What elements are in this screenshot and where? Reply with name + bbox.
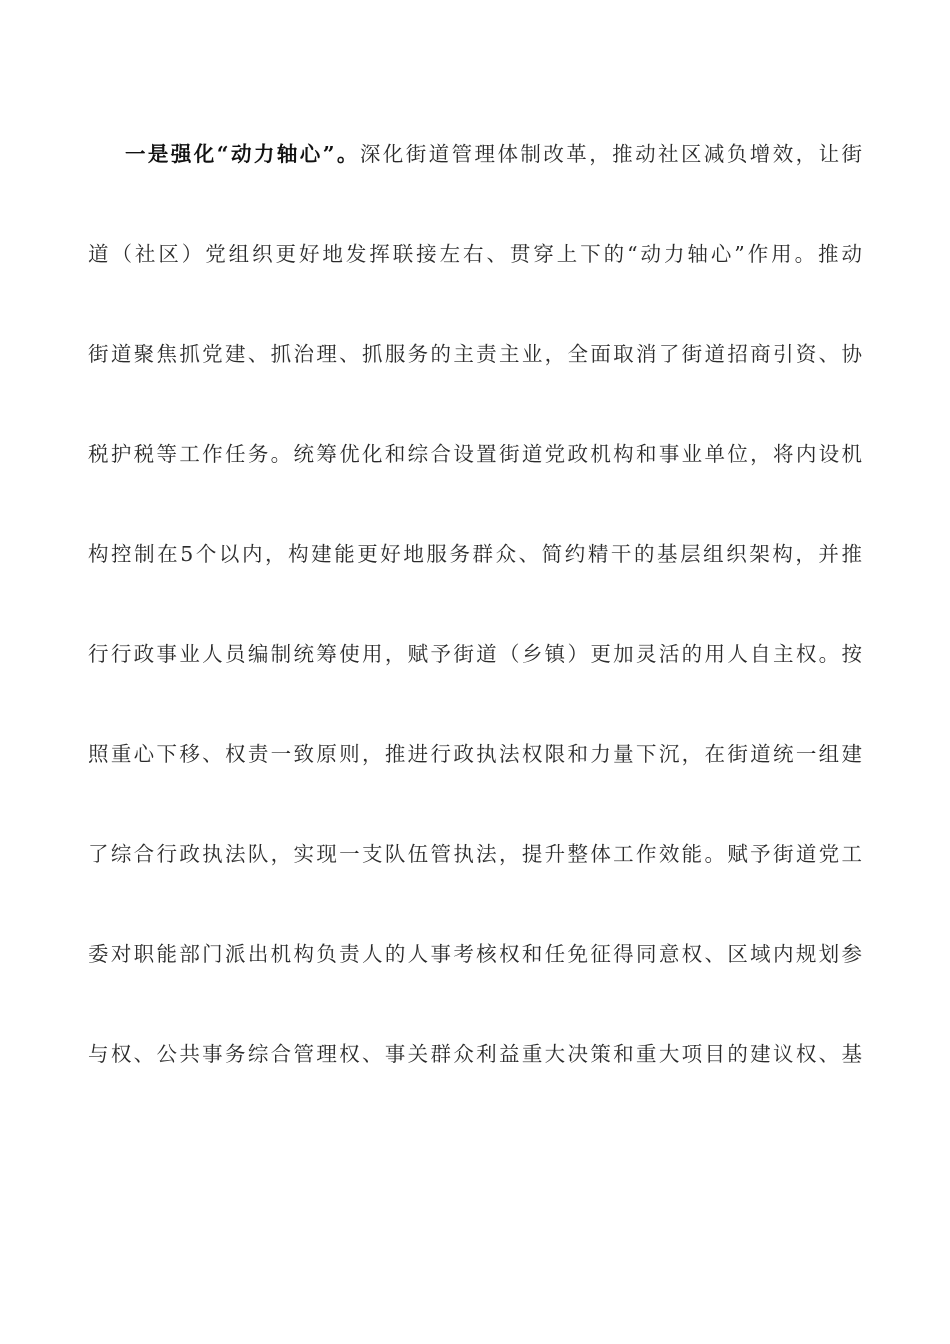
paragraph-line-5: 构控制在5个以内，构建能更好地服务群众、简约精干的基层组织架构，并推 bbox=[88, 542, 862, 566]
paragraph-line-7: 照重心下移、权责一致原则，推进行政执法权限和力量下沉，在街道统一组建 bbox=[88, 742, 862, 766]
paragraph-line-9: 委对职能部门派出机构负责人的人事考核权和任免征得同意权、区域内规划参 bbox=[88, 942, 862, 966]
paragraph-line-3: 街道聚焦抓党建、抓治理、抓服务的主责主业，全面取消了街道招商引资、协 bbox=[88, 342, 862, 366]
paragraph-line-6: 行行政事业人员编制统筹使用，赋予街道（乡镇）更加灵活的用人自主权。按 bbox=[88, 642, 862, 666]
paragraph-line-1 bbox=[88, 126, 862, 226]
paragraph-line-2: 道（社区）党组织更好地发挥联接左右、贯穿上下的“动力轴心”作用。推动 bbox=[88, 242, 862, 266]
paragraph-line-8: 了综合行政执法队，实现一支队伍管执法，提升整体工作效能。赋予街道党工 bbox=[88, 842, 862, 866]
paragraph-line-4: 税护税等工作任务。统筹优化和综合设置街道党政机构和事业单位，将内设机 bbox=[88, 442, 862, 466]
paragraph-line-10: 与权、公共事务综合管理权、事关群众利益重大决策和重大项目的建议权、基 bbox=[88, 1042, 862, 1066]
paragraph-first-line-text: 深化街道管理体制改革，推动社区减负增效，让街 bbox=[359, 142, 862, 166]
paragraph-lead-heading: 一是强化“动力轴心”。 bbox=[125, 142, 360, 166]
body-paragraph bbox=[88, 126, 862, 1126]
